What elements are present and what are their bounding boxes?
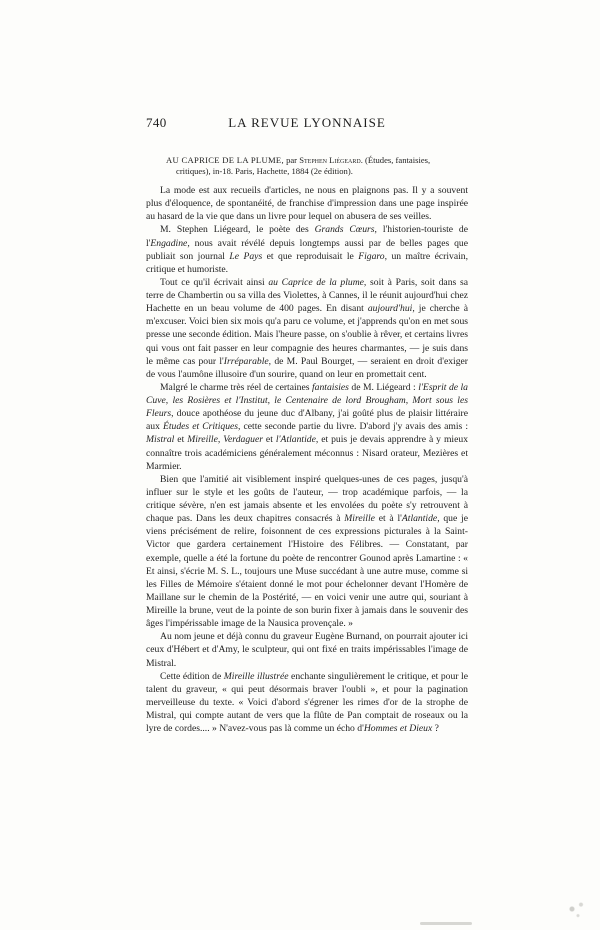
paragraph — [146, 473, 468, 631]
paragraph — [146, 276, 468, 381]
page-number: 740 — [146, 115, 167, 130]
text-run: , nous avait révélé depuis longtemps aussi par de belles pages que publiait son journal — [146, 237, 468, 262]
text-run: enchante singulièrement le critique, et pour le talent du graveur, « qui peut désormais braver l'oubli », et pour la pagination merveilleuse du texte. « Voici d'abord s'égrener les rimes d'or de la strophe de Mistral, qui compte autant de vers que la flûte de Pan comptait de roseaux ou la lyre de cordes.... » N'avez-vous pas là comme un écho d' — [146, 670, 468, 735]
italic-text: Grands Cœurs — [314, 224, 375, 236]
citation-details-line2: critiques), in-18. Paris, Hachette, 1884 (2e édition). — [176, 165, 353, 176]
italic-text: aujourd'hui — [367, 303, 413, 315]
text-run: , un maître écrivain, critique et humoriste. — [146, 250, 468, 275]
paragraph — [146, 184, 468, 223]
paragraph — [146, 630, 468, 669]
scan-smudge — [420, 922, 472, 925]
text-run: , je cherche à m'excuser. Voici bien six mois qu'a paru ce volume, et j'apprends qu'on en met sous presse une seconde édition. Mais l'heure passe, on s'oublie à rêver, et certains livres qui vous ont fait passer en leur compagnie des heures charmantes, — je suis dans le même cas pour l' — [146, 303, 468, 367]
italic-text: Mireille illustrée — [223, 670, 289, 682]
citation-title: AU CAPRICE DE LA PLUME, — [166, 155, 284, 165]
italic-text: Le Pays — [229, 250, 263, 262]
italic-text: Mireille — [344, 513, 375, 525]
italic-text: Figaro — [358, 250, 385, 262]
italic-text: l'Esprit de la Cuve, les Rosières et l'Institut, le Centenaire de lord Brougham, Mort sous les Fleurs — [146, 381, 468, 420]
article-body — [146, 184, 468, 735]
text-run: , soit à Paris, soit dans sa terre de Chambertin ou sa villa des Violettes, à Cannes, il le réunit aujourd'hui chez Hachette en un beau volume de 400 pages. En disant — [146, 276, 468, 315]
paragraph — [146, 670, 468, 736]
citation-author: Stephen Liégeard. — [299, 155, 363, 165]
text-run: La mode est aux recueils d'articles, ne nous en plaignons pas. Il y a souvent plus d'éloquence, de spontanéité, de franchise d'impression dans une page inspirée au hasard de la vie que dans un livre pour lequel on abusera de ses veilles. — [146, 185, 468, 223]
italic-text: Engadine — [150, 237, 188, 249]
text-run: M. Stephen Liégeard, le poète des — [160, 224, 315, 236]
text-run: , l'historien-touriste de l' — [146, 224, 469, 249]
text-run: et que reproduisait le — [262, 250, 359, 262]
text-run: , douce apothéose du jeune duc d'Albany, j'ai goûté plus de plaisir littéraire aux — [146, 408, 468, 433]
text-run: Cette édition de — [160, 670, 224, 682]
italic-text: fantaisies — [312, 381, 349, 393]
text-run: , de M. Paul Bourget, — seraient en droit d'exiger de vous l'aumône illusoire d'un sourire, quand on leur en promettait cent. — [146, 355, 468, 380]
text-run: et — [174, 434, 188, 446]
scan-speckles — [560, 898, 590, 920]
text-run: ? — [432, 723, 439, 735]
italic-text: Mireille, Verdaguer — [187, 434, 263, 446]
text-run: et à l' — [374, 513, 402, 525]
text-run: , cette seconde partie du livre. D'abord j'y avais des amis : — [238, 421, 468, 433]
italic-text: l'Atlantide — [275, 434, 316, 446]
running-title: LA REVUE LYONNAISE — [228, 115, 386, 130]
italic-text: Mistral — [146, 434, 175, 446]
book-citation — [146, 155, 468, 176]
text-run: Malgré le charme très réel de certaines — [160, 381, 312, 393]
text-run: Bien que l'amitié ait visiblement inspiré quelques-unes de ces pages, jusqu'à influer sur le style et les goûts de l'auteur, — trop académique parfois, — la critique sévère, n'en est jamais absente et les envolées du poète s'y retrouvent à chaque pas. Dans les deux chapitres consacrés à — [146, 473, 468, 525]
text-run: , que je viens précisément de relire, foisonnent de ces expressions picturales à la Saint-Victor que gardera certainement l'Histoire des Félibres. — Constatant, par exemple, quelle a été la fortune du poète de rencontrer Gounod après Lamartine : « Et ainsi, s'écrie M. S. L., toujours une Muse succédant à une autre muse, comme si les Filles de Mémoire s'étaient donné le mot pour échelonner devant l'Homère de Maillane sur le chemin de la Postérité, — en voici venir une autre qui, souriant à Mireille la brune, veut de la pointe de son burin fixer à jamais dans le souvenir des âges l'impérissable image de la Nausica provençale. » — [146, 513, 468, 630]
text-run: Tout ce qu'il écrivait ainsi — [160, 276, 269, 288]
text-run: , et puis je devais apprendre à y mieux connaître trois académiciens généralement méconnus : Nisard orateur, Mezières et Marmier. — [146, 434, 469, 472]
italic-text: au Caprice de la plume — [268, 276, 364, 288]
text-run: de M. Liégeard : — [348, 381, 419, 393]
citation-details: (Études, fantaisies, — [362, 155, 431, 165]
page-header — [146, 115, 468, 131]
text-run: et — [262, 434, 276, 446]
paragraph — [146, 381, 468, 473]
italic-text: Irréparable — [223, 355, 269, 367]
italic-text: Atlantide — [401, 513, 438, 525]
text-run: Au nom jeune et déjà connu du graveur Eugène Burnand, on pourrait ajouter ici ceux d'Hébert et d'Amy, le sculpteur, qui ont fixé en traits impérissables l'image de Mistral. — [146, 631, 468, 669]
italic-text: Études et Critiques — [162, 421, 239, 433]
paragraph — [146, 223, 468, 276]
text-column — [146, 155, 468, 735]
italic-text: Hommes et Dieux — [363, 723, 433, 735]
citation-by: par — [283, 155, 300, 165]
